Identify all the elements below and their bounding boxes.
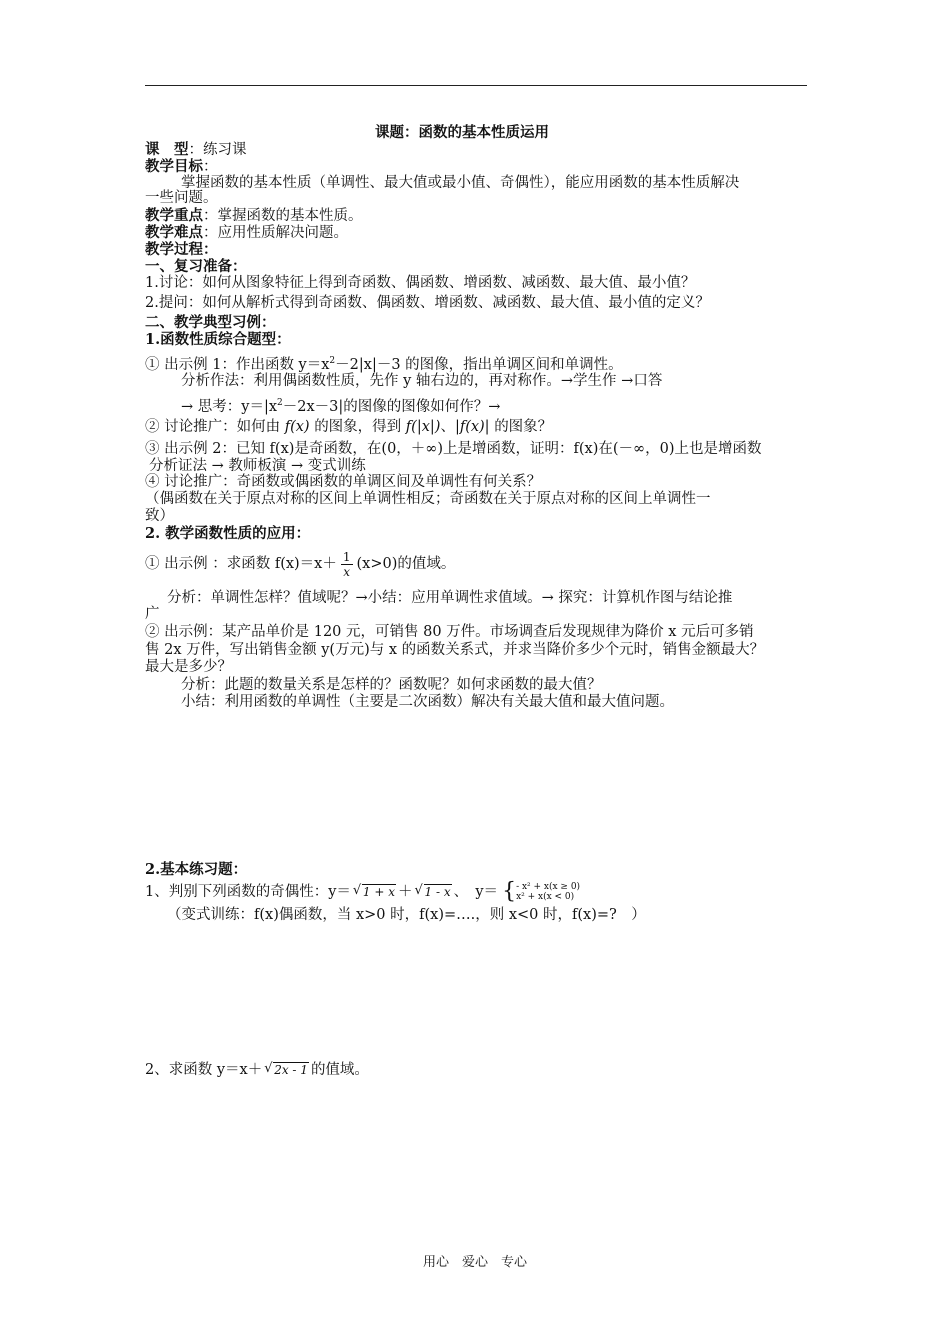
example-1-think: → 思考：$y=|x^2-2x-3|$的图像的图像如何作？→ xyxy=(181,398,501,415)
teaching-difficulty: 教学难点：应用性质解决问题。 xyxy=(145,224,348,241)
application-1-analysis-2: 广 xyxy=(145,606,160,622)
header-rule xyxy=(145,85,807,86)
application-2-analysis: 分析：此题的数量关系是怎样的？函数呢？如何求函数的最大值？ xyxy=(181,677,602,693)
discussion-1: ② 讨论推广：如何由 f(x) 的图象，得到 f(|x|)、|f(x)| 的图象？ xyxy=(145,419,553,435)
section-1-item-1: 1.讨论：如何从图象特征上得到奇函数、偶函数、增函数、减函数、最大值、最小值？ xyxy=(145,275,696,291)
basic-exercises-heading: 2.基本练习题： xyxy=(145,861,248,878)
sqrt-2x-minus-1: √ 2x - 1 xyxy=(264,1061,308,1077)
exercise-1-variant: （变式训练：f(x)偶函数，当 x>0 时，f(x)=….，则 x<0 时，f(x)=? ） xyxy=(167,907,646,923)
exercise-2: 2、求函数 y＝x＋ √ 2x - 1 的值域。 xyxy=(145,1058,369,1082)
sqrt-1-minus-x: √ 1 - x xyxy=(414,883,451,899)
application-2-summary: 小结：利用函数的单调性（主要是二次函数）解决有关最大值和最大值问题。 xyxy=(181,694,674,710)
exercise-1: 1、判别下列函数的奇偶性：y＝ √ 1 + x ＋ √ 1 - x 、 y＝ {- x² + x(x ≥ 0) x² + x(x < 0) xyxy=(145,879,581,904)
teaching-process-label: 教学过程： xyxy=(145,241,218,258)
example-2: ③ 出示例 2：已知 f(x)是奇函数，在(0，＋∞)上是增函数，证明：f(x)在(－∞，0)上也是增函数 xyxy=(145,441,762,457)
section-2-heading: 二、教学典型习例： xyxy=(145,314,276,331)
goal-line-2: 一些问题。 xyxy=(145,190,218,206)
application-example-2-line-3: 最大是多少？ xyxy=(145,659,232,675)
page-footer: 用心 爱心 专心 xyxy=(422,1255,527,1270)
teaching-focus: 教学重点：掌握函数的基本性质。 xyxy=(145,207,363,224)
subsection-2-heading: 2. 教学函数性质的应用： xyxy=(145,525,311,542)
section-1-item-2: 2.提问：如何从解析式得到奇函数、偶函数、增函数、减函数、最大值、最小值的定义？ xyxy=(145,295,710,311)
discussion-2: ④ 讨论推广：奇函数或偶函数的单调区间及单调性有何关系？ xyxy=(145,474,542,490)
lesson-type: 课 型：练习课 xyxy=(145,141,247,158)
application-example-1: ① 出示例 ：求函数 f(x)＝x＋ $\frac{1}{x}$ (x>0)的值域。 xyxy=(145,549,456,579)
page-title: 课题：函数的基本性质运用 xyxy=(375,124,549,141)
discussion-2-answer-2: 致） xyxy=(145,508,174,524)
application-example-2-line-2: 售 2x 万件，写出销售金额 y(万元)与 x 的函数关系式，并求当降价多少个元时，销售金额最大？ xyxy=(145,642,765,658)
example-1: ① 出示例 1：作出函数 $y=x^2-2|x|-3$ 的图像，指出单调区间和单调性。 xyxy=(145,356,623,373)
section-1-heading: 一、复习准备： xyxy=(145,258,247,275)
sqrt-1-plus-x: √ 1 + x xyxy=(352,883,396,899)
example-2-method: 分析证法 → 教师板演 → 变式训练 xyxy=(149,458,366,474)
application-example-2-line-1: ② 出示例：某产品单价是 120 元，可销售 80 万件。市场调查后发现规律为降价 x 元后可多销 xyxy=(145,624,754,640)
subsection-1-heading: 1.函数性质综合题型： xyxy=(145,331,291,348)
piecewise-function: {- x² + x(x ≥ 0) x² + x(x < 0) xyxy=(502,879,581,904)
goal-line-1: 掌握函数的基本性质（单调性、最大值或最小值、奇偶性），能应用函数的基本性质解决 xyxy=(181,175,740,191)
fraction-one-over-x: $\frac{1}{x}$ xyxy=(342,549,351,579)
application-1-analysis-1: 分析：单调性怎样？值域呢？→小结：应用单调性求值域。→ 探究：计算机作图与结论推 xyxy=(167,590,733,606)
example-1-analysis: 分析作法：利用偶函数性质，先作 y 轴右边的，再对称作。→学生作 →口答 xyxy=(181,373,663,389)
goal-label: 教学目标： xyxy=(145,158,218,175)
discussion-2-answer-1: （偶函数在关于原点对称的区间上单调性相反；奇函数在关于原点对称的区间上单调性一 xyxy=(145,491,711,507)
